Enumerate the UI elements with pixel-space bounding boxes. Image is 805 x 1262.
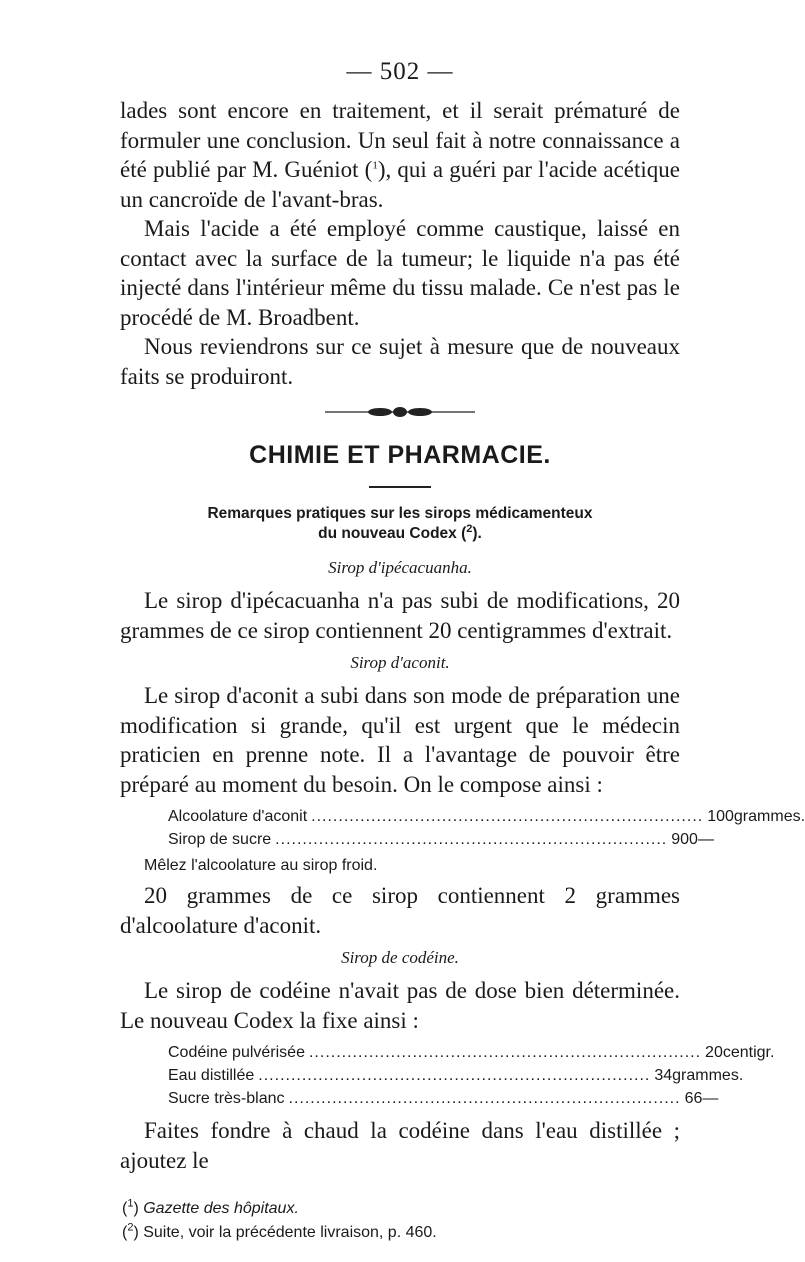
article-title-text-2: du nouveau Codex ( (318, 525, 467, 542)
ingredient-name: Sirop de sucre (168, 831, 272, 848)
intro-paragraph-1 (120, 96, 680, 214)
ingredient-name: Alcoolature d'aconit (168, 808, 308, 825)
ingredient-unit: grammes. (672, 1067, 744, 1084)
leader-dots: ........................................................................ (275, 831, 668, 848)
subheading-codeine: Sirop de codéine. (341, 948, 459, 967)
intro-text-1-end: ), qui a guéri par l'acide acétique un cancroïde de l'avant-bras. (120, 157, 680, 212)
ingredient-name: Sucre très-blanc (168, 1090, 285, 1107)
ipeca-paragraph: Le sirop d'ipécacuanha n'a pas subi de modifications, 20 grammes de ce sirop contiennent 20 centigrammes d'extrait. (120, 588, 680, 643)
footnote-2: ($^2$) Suite, voir la précédente livraison, p. 460. (122, 1221, 437, 1241)
ornament-divider (120, 405, 680, 419)
footnotes (120, 1197, 680, 1245)
footnote-text: Suite, voir la précédente livraison, p. 460. (143, 1224, 437, 1241)
ingredient-name: Codéine pulvérisée (168, 1044, 305, 1061)
ingredient-qty: 100 (707, 808, 734, 825)
intro-paragraph-3: Nous reviendrons sur ce sujet à mesure que de nouveaux faits se produiront. (120, 334, 680, 389)
intro-text-1: lades sont encore en traitement, et il serait prématuré de formuler une conclusion. Un seul fait à notre connaissance a été publié par M. Guéniot ( (120, 98, 680, 182)
subheading-ipeca: Sirop d'ipécacuanha. (328, 558, 472, 577)
ingredient-unit: centigr. (722, 1044, 775, 1061)
codeine-after-paragraph: Faites fondre à chaud la codéine dans l'eau distillée ; ajoutez le (120, 1118, 680, 1173)
ornament-icon (325, 405, 475, 419)
codeine-paragraph: Le sirop de codéine n'avait pas de dose bien déterminée. Le nouveau Codex la fixe ainsi : (120, 978, 680, 1033)
ingredient-unit: — (697, 831, 714, 848)
recipe-row (168, 1064, 744, 1087)
section-heading: CHIMIE ET PHARMACIE. (249, 441, 551, 469)
aconit-recipe (168, 805, 805, 851)
recipe-row (168, 1087, 719, 1110)
ingredient-unit: grammes. (733, 808, 805, 825)
leader-dots: ........................................................................ (311, 808, 704, 825)
recipe-row (168, 1041, 775, 1064)
footnote-ref-2: 2 (466, 522, 473, 535)
article-title (120, 504, 680, 544)
article-title-end: ). (472, 525, 482, 542)
ingredient-qty: 900 (671, 831, 698, 848)
heading-rule (369, 486, 431, 488)
ingredient-name: Eau distillée (168, 1067, 255, 1084)
page (120, 58, 805, 1245)
footnote-1: ($^1$) Gazette des hôpitaux. (122, 1197, 299, 1217)
ingredient-qty: 66 (684, 1090, 703, 1107)
ingredient-qty: 34 (654, 1067, 673, 1084)
footnote-ref-1: 1 (372, 159, 378, 172)
leader-dots: ........................................................................ (308, 1044, 702, 1061)
article-title-line-2 (120, 524, 680, 544)
aconit-paragraph: Le sirop d'aconit a subi dans son mode de préparation une modification si grande, qu'il est urgent que le médecin praticien en prenne note. Il a l'avantage de pouvoir être préparé au moment du besoin. On le compose ainsi : (120, 683, 680, 797)
ingredient-unit: — (702, 1090, 719, 1107)
leader-dots: ........................................................................ (258, 1067, 651, 1084)
recipe-row (168, 805, 805, 828)
subheading-aconit: Sirop d'aconit. (350, 653, 450, 672)
ingredient-qty: 20 (705, 1044, 723, 1061)
leader-dots: ........................................................................ (288, 1090, 681, 1107)
footnote-mark: 1 (127, 1197, 134, 1210)
codeine-recipe (168, 1041, 775, 1110)
recipe-row (168, 828, 714, 851)
aconit-instruction: Mêlez l'alcoolature au sirop froid. (144, 857, 378, 874)
article-title-line-1: Remarques pratiques sur les sirops médicamenteux (207, 505, 593, 522)
footnote-text: Gazette des hôpitaux. (143, 1200, 299, 1217)
aconit-after-paragraph: 20 grammes de ce sirop contiennent 2 grammes d'alcoolature d'aconit. (120, 883, 680, 938)
page-number: — 502 — (346, 58, 454, 85)
intro-paragraph-2: Mais l'acide a été employé comme caustique, laissé en contact avec la surface de la tumeur; le liquide n'a pas été injecté dans l'intérieur même du tissu malade. Ce n'est pas le procédé de M. Broadbent. (120, 216, 680, 330)
footnote-mark: 2 (127, 1221, 134, 1234)
